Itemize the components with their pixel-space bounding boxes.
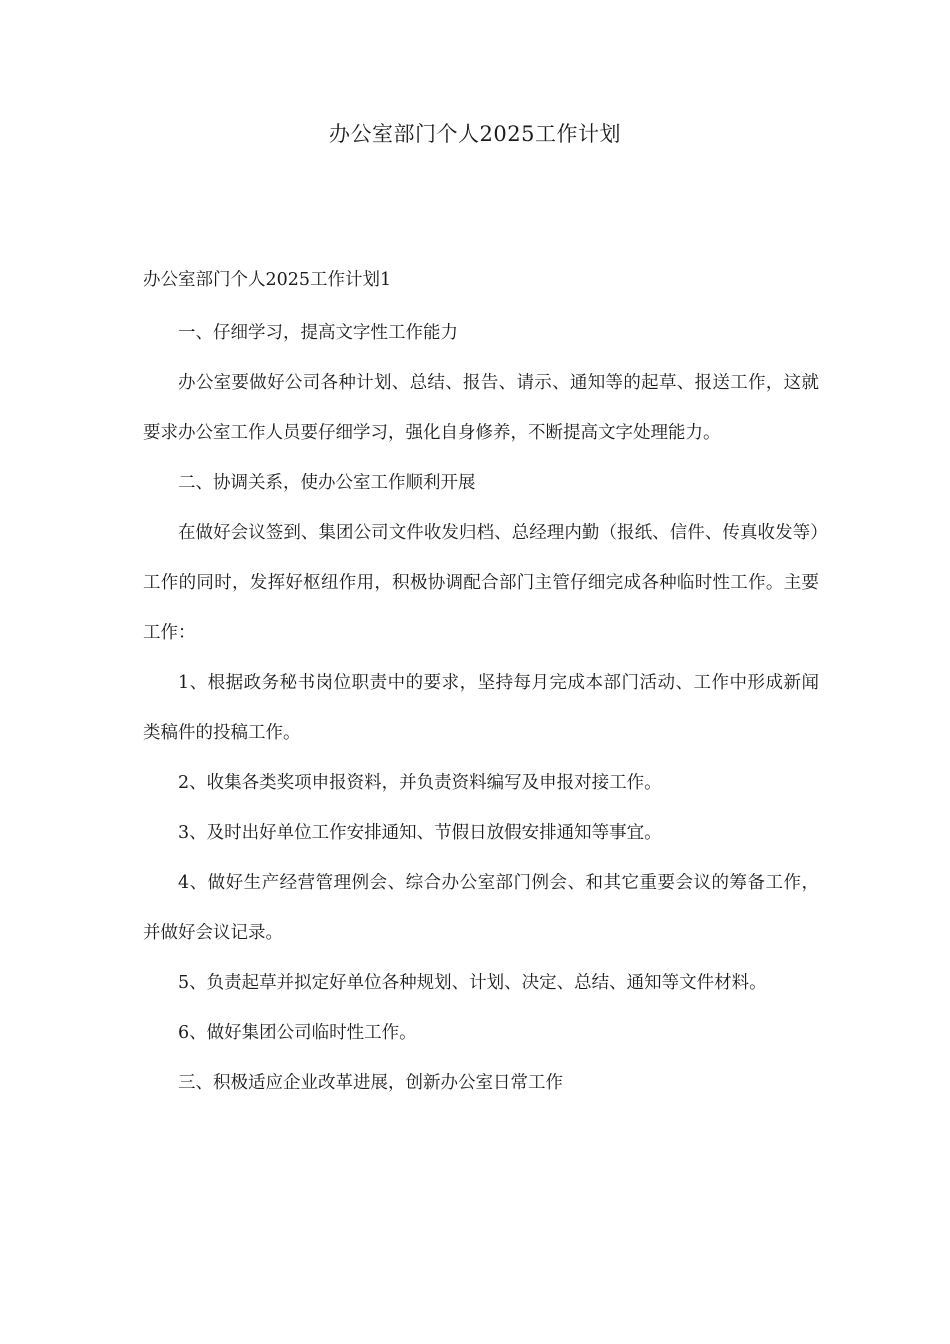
body-paragraph: 办公室要做好公司各种计划、总结、报告、请示、通知等的起草、报送工作，这就要求办公室工作人员要仔细学习，强化自身修养，不断提高文字处理能力。 bbox=[143, 373, 819, 443]
list-item-5: 5、负责起草并拟定好单位各种规划、计划、决定、总结、通知等文件材料。 bbox=[178, 973, 767, 993]
section-heading-2: 二、协调关系，使办公室工作顺利开展 bbox=[178, 473, 476, 493]
document-body bbox=[143, 308, 819, 1108]
body-paragraph: 在做好会议签到、集团公司文件收发归档、总经理内勤（报纸、信件、传真收发等）工作的同时，发挥好枢纽作用，积极协调配合部门主管仔细完成各种临时性工作。主要工作： bbox=[143, 523, 819, 643]
section-heading-1: 一、仔细学习，提高文字性工作能力 bbox=[178, 323, 458, 343]
list-item-4: 4、做好生产经营管理例会、综合办公室部门例会、和其它重要会议的筹备工作，并做好会议记录。 bbox=[143, 873, 819, 943]
list-item-3: 3、及时出好单位工作安排通知、节假日放假安排通知等事宜。 bbox=[178, 823, 662, 843]
list-item-1: 1、根据政务秘书岗位职责中的要求，坚持每月完成本部门活动、工作中形成新闻类稿件的投稿工作。 bbox=[143, 673, 819, 743]
list-item-6: 6、做好集团公司临时性工作。 bbox=[178, 1023, 417, 1043]
document-subtitle: 办公室部门个人2025工作计划1 bbox=[143, 270, 392, 290]
document-title: 办公室部门个人2025工作计划 bbox=[329, 122, 621, 146]
list-item-2: 2、收集各类奖项申报资料，并负责资料编写及申报对接工作。 bbox=[178, 773, 662, 793]
section-heading-3: 三、积极适应企业改革进展，创新办公室日常工作 bbox=[178, 1073, 563, 1093]
